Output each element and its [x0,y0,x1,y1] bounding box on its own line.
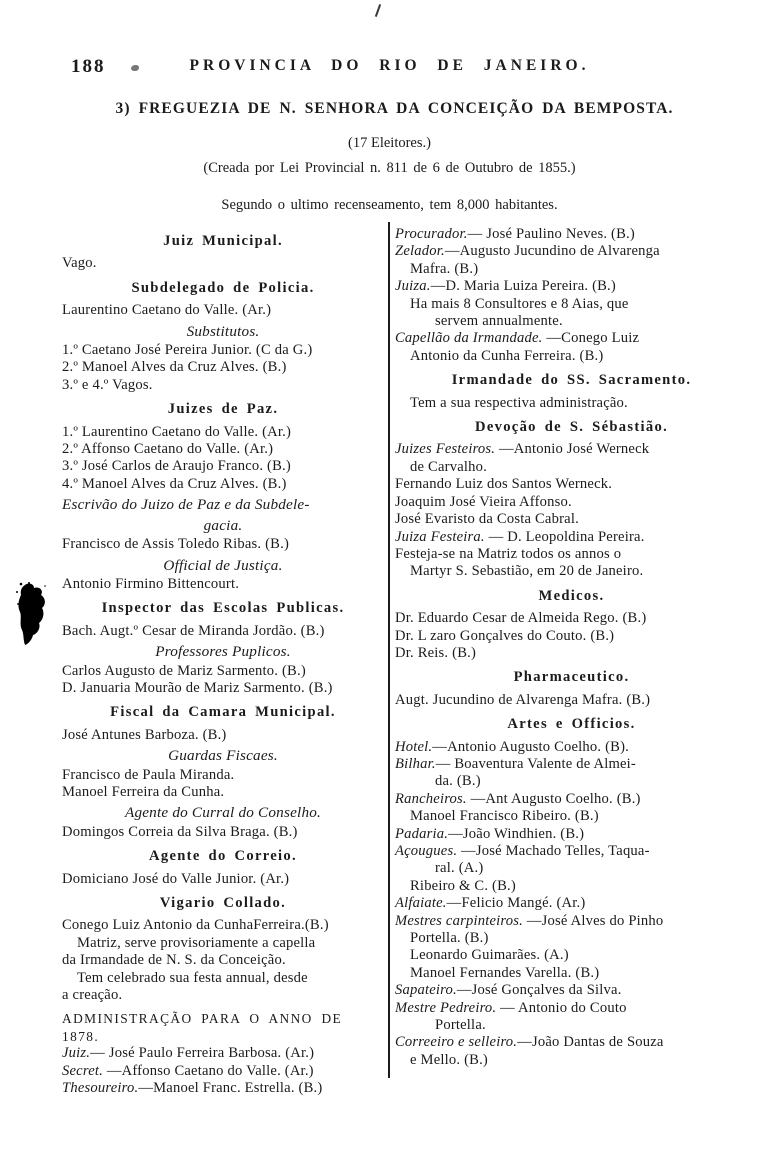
entry-role-label: Hotel. [395,738,433,755]
entry-role-label: Bilhar. [395,755,436,772]
text-line: Secret. —Affonso Caetano do Valle. (Ar.) [62,1062,314,1079]
entry-role-label: Procurador. [395,226,468,242]
entry-role-label: Secret. [62,1062,103,1079]
entry-role-label: Rancheiros. [395,790,467,807]
page-number: 188 [71,56,106,77]
entry-role-label: Açougues. [395,843,458,859]
text-line: 3.º e 4.º Vagos. [62,376,153,393]
text-line: de Carvalho. [410,458,487,475]
text-line: Juiz Municipal. [163,233,283,249]
text-line: Mestre Pedreiro. — Antonio do Couto [395,999,627,1016]
column-divider-rule [388,222,390,1078]
text-line: Dr. L zaro Gonçalves do Couto. (B.) [395,627,615,644]
text-line: ral. (A.) [435,860,484,877]
text-line: Official de Justiça. [163,556,283,574]
text-line: Alfaiate.—Felicio Mangé. (Ar.) [395,895,586,912]
text-line: Medicos. [538,587,605,604]
running-title: PROVINCIA DO RIO DE JANEIRO. [189,57,590,74]
text-line: Agente do Correio. [149,848,297,865]
entry-role-label: Juiz. [62,1045,91,1062]
text-line: Rancheiros. —Ant Augusto Coelho. (B.) [395,790,641,807]
text-line: Guardas Fiscaes. [168,747,278,765]
text-line: Antonio da Cunha Ferreira. (B.) [410,347,604,364]
entry-role-label: Mestres carpinteiros. [395,912,523,929]
text-line: Procurador.— José Paulino Neves. (B.) [395,226,635,242]
text-line: Domiciano José do Valle Junior. (Ar.) [62,870,290,887]
text-line: Bilhar.— Boaventura Valente de Almei- [395,755,636,772]
entry-role-label: Correeiro e selleiro. [395,1034,518,1051]
text-line: Zelador.—Augusto Jucundino de Alvarenga [395,243,660,260]
text-line: Augt. Jucundino de Alvarenga Mafra. (B.) [395,691,651,708]
text-line: Domingos Correia da Silva Braga. (B.) [62,823,298,840]
text-line: Sapateiro.—José Gonçalves da Silva. [395,982,622,999]
electors-line: (17 Eleitores.) [348,135,431,151]
text-line: Padaria.—João Windhien. (B.) [395,825,585,842]
text-line: Agente do Curral do Conselho. [124,804,322,822]
left-column [62,226,384,1097]
text-line: Francisco de Paula Miranda. [62,766,235,783]
text-line: Mestres carpinteiros. —José Alves do Pinho [395,912,664,929]
text-line: José Evaristo da Costa Cabral. [395,511,579,528]
text-line: gacia. [203,516,243,534]
text-line: Fiscal da Camara Municipal. [110,704,336,721]
text-line: Manoel Ferreira da Cunha. [62,783,225,800]
text-line: Irmandade do SS. Sacramento. [451,372,692,389]
text-line: 4.º Manoel Alves da Cruz Alves. (B.) [62,475,287,492]
text-line: 2.º Manoel Alves da Cruz Alves. (B.) [62,359,287,376]
entry-role-label: Juizes Festeiros. [395,441,496,458]
text-line: Pharmaceutico. [513,669,630,686]
text-line: Artes e Officios. [507,716,636,733]
text-line: Professores Puplicos. [155,643,291,661]
entry-role-label: Juiza Festeira. [395,528,485,545]
text-line: Tem a sua respectiva administração. [410,394,628,411]
text-line: Vigario Collado. [159,895,287,911]
text-line: Matriz, serve provisoriamente a capella [77,934,316,951]
text-line: Substitutos. [186,322,260,340]
entry-role-label: Zelador. [395,243,445,260]
text-line: Antonio Firmino Bittencourt. [62,575,240,592]
entry-role-label: Sapateiro. [395,982,457,999]
section-title: 3) FREGUEZIA DE N. SENHORA DA CONCEIÇÃO DA BEMPOSTA. [115,100,674,117]
text-line: Juizes Festeiros. —Antonio José Werneck [395,441,650,458]
text-line: 1.º Laurentino Caetano do Valle. (Ar.) [62,423,292,440]
scan-speck [375,4,381,17]
census-line: Segundo o ultimo recenseamento, tem 8,000 habitantes. [221,197,558,213]
text-line: Vago. [62,255,97,272]
text-line: 3.º José Carlos de Araujo Franco. (B.) [62,458,291,475]
text-line: Dr. Reis. (B.) [395,644,477,661]
text-line: Festeja-se na Matriz todos os annos o [395,545,622,562]
text-line: ADMINISTRAÇÃO PARA O ANNO DE 1878. [62,1011,343,1044]
ink-blot-artifact [15,582,50,647]
text-line: Açougues. —José Machado Telles, Taqua- [395,843,650,859]
text-line: Juiz.— José Paulo Ferreira Barbosa. (Ar.) [62,1045,315,1062]
text-line: da. (B.) [435,773,481,790]
text-line: Manoel Francisco Ribeiro. (B.) [410,808,599,825]
text-line: 2.º Affonso Caetano do Valle. (Ar.) [62,441,274,458]
text-line: Mafra. (B.) [410,260,479,277]
text-line: Correeiro e selleiro.—João Dantas de Souza [395,1034,664,1051]
text-line: e Mello. (B.) [410,1051,488,1068]
entry-role-label: Padaria. [395,825,449,842]
text-line: Leonardo Guimarães. (A.) [410,947,569,964]
text-line: Portella. [435,1017,486,1034]
text-line: Hotel.—Antonio Augusto Coelho. (B). [395,738,630,755]
entry-role-label: Alfaiate. [395,895,447,912]
text-line: Manoel Fernandes Varella. (B.) [410,964,600,981]
text-line: Conego Luiz Antonio da CunhaFerreira.(B.) [62,917,329,934]
text-line: Francisco de Assis Toledo Ribas. (B.) [62,536,290,553]
text-line: servem annualmente. [435,313,563,330]
text-line: Joaquim José Vieira Affonso. [395,493,572,510]
text-line: Fernando Luiz dos Santos Werneck. [395,476,613,493]
text-line: Martyr S. Sebastião, em 20 de Janeiro. [410,563,644,580]
text-line: Ha mais 8 Consultores e 8 Aias, que [410,295,629,312]
text-line: Capellão da Irmandade. —Conego Luiz [395,330,640,347]
right-column [395,226,748,1069]
text-line: D. Januaria Mourão de Mariz Sarmento. (B.) [62,679,333,696]
text-line: a creação. [62,987,123,1004]
text-line: Inspector das Escolas Publicas. [101,600,345,617]
text-line: da Irmandade de N. S. da Conceição. [62,952,286,969]
text-line: Juizes de Paz. [167,401,279,418]
text-line: Bach. Augt.º Cesar de Miranda Jordão. (B.) [62,622,325,639]
text-line: José Antunes Barboza. (B.) [62,726,227,743]
text-line: Thesoureiro.—Manoel Franc. Estrella. (B.) [62,1080,323,1097]
text-line: Portella. (B.) [410,930,489,947]
text-line: Laurentino Caetano do Valle. (Ar.) [62,302,272,319]
text-line: Dr. Eduardo Cesar de Almeida Rego. (B.) [395,610,647,627]
entry-role-label: Thesoureiro. [62,1080,139,1097]
entry-role-label: Mestre Pedreiro. [395,999,497,1016]
text-line: Juiza.—D. Maria Luiza Pereira. (B.) [395,278,616,295]
text-line: Juiza Festeira. — D. Leopoldina Pereira. [395,528,645,545]
text-line: Tem celebrado sua festa annual, desde [77,969,308,986]
creation-law-line: (Creada por Lei Provincial n. 811 de 6 de Outubro de 1855.) [203,160,576,176]
text-line: Escrivão do Juizo de Paz e da Subdele- [62,496,310,514]
text-line: Devoção de S. Sébastião. [474,419,669,436]
text-line: Ribeiro & C. (B.) [410,877,516,894]
text-line: Carlos Augusto de Mariz Sarmento. (B.) [62,662,306,679]
entry-role-label: Juiza. [395,278,431,295]
text-line: Subdelegado de Policia. [131,279,315,296]
text-line: 1.º Caetano José Pereira Junior. (C da G.) [62,342,313,359]
entry-role-label: Capellão da Irmandade. [395,330,543,347]
